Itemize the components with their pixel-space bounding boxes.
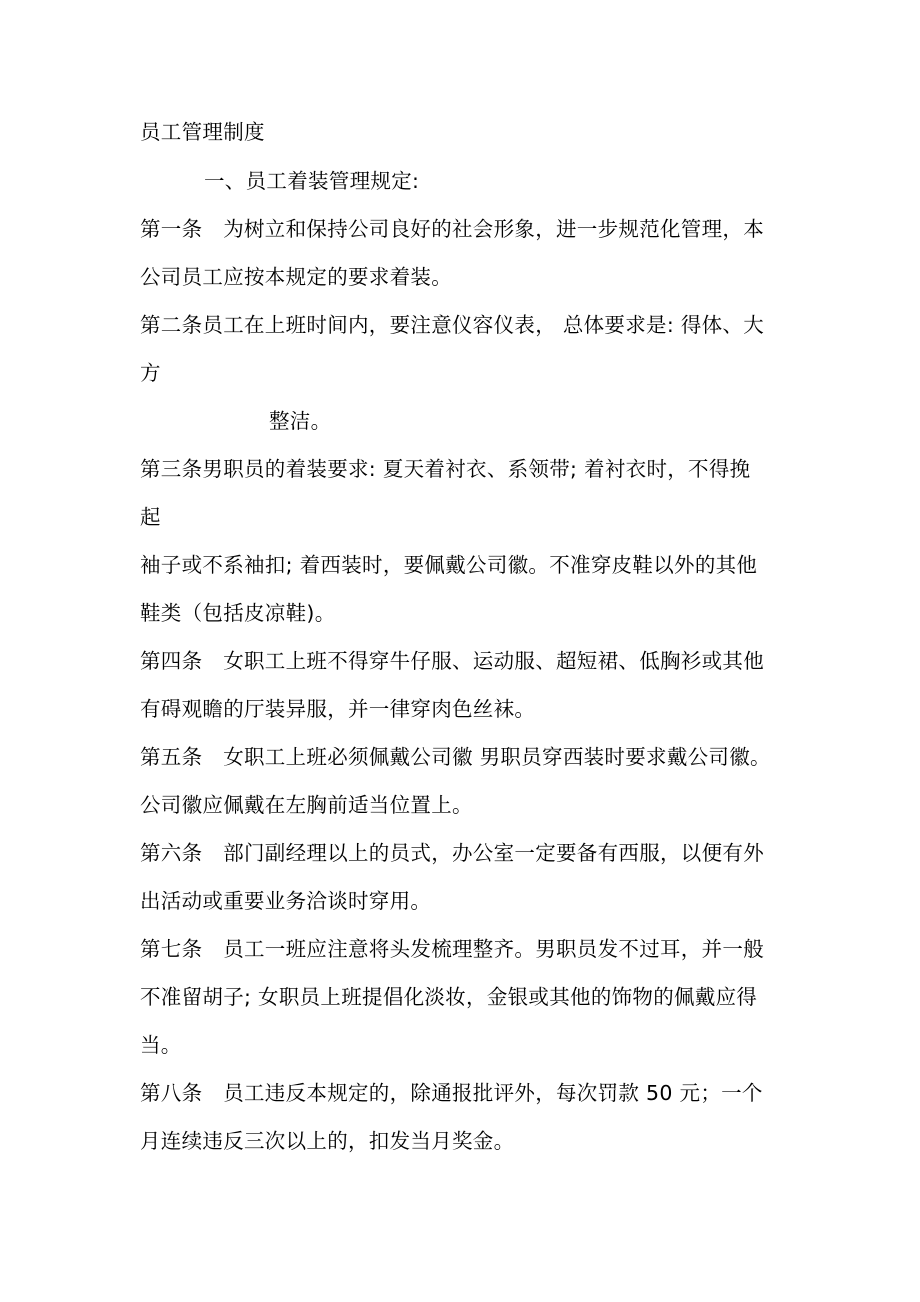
document-title: 员工管理制度 xyxy=(140,120,265,144)
text-line: 第五条 女职工上班必须佩戴公司徽 男职员穿西装时要求戴公司徽。 xyxy=(140,745,771,769)
text-line: 第七条 员工一班应注意将头发梳理整齐。男职员发不过耳，并一般 xyxy=(140,937,764,961)
text-line: 当。 xyxy=(140,1033,182,1057)
text-line: 月连续违反三次以上的，扣发当月奖金。 xyxy=(140,1129,515,1153)
text-line: 第六条 部门副经理以上的员式，办公室一定要备有西服，以便有外 xyxy=(140,841,764,865)
text-line: 起 xyxy=(140,505,161,529)
section-heading: 一、员工着装管理规定: xyxy=(204,169,420,193)
text-line: 第八条 员工违反本规定的，除通报批评外，每次罚款 50 元；一个 xyxy=(140,1081,763,1105)
text-line: 不准留胡子; 女职员上班提倡化淡妆，金银或其他的饰物的佩戴应得 xyxy=(140,985,758,1009)
text-line: 有碍观瞻的厅装异服，并一律穿肉色丝袜。 xyxy=(140,697,536,721)
text-line: 袖子或不系袖扣; 着西装时，要佩戴公司徽。不准穿皮鞋以外的其他 xyxy=(140,553,758,577)
text-line: 公司员工应按本规定的要求着装。 xyxy=(140,265,452,289)
text-line: 鞋类（包括皮凉鞋)。 xyxy=(140,601,336,625)
text-line: 第二条员工在上班时间内，要注意仪容仪表， 总体要求是: 得体、大 xyxy=(140,313,765,337)
text-line: 第三条男职员的着装要求: 夏天着衬衣、系领带; 着衬衣时，不得挽 xyxy=(140,457,751,481)
text-line: 第四条 女职工上班不得穿牛仔服、运动服、超短裙、低胸衫或其他 xyxy=(140,649,764,673)
text-line: 公司徽应佩戴在左胸前适当位置上。 xyxy=(140,793,473,817)
text-line: 方 xyxy=(140,361,161,385)
text-line: 第一条 为树立和保持公司良好的社会形象，进一步规范化管理，本 xyxy=(140,217,764,241)
text-line: 整洁。 xyxy=(269,409,332,433)
text-line: 出活动或重要业务洽谈时穿用。 xyxy=(140,889,432,913)
